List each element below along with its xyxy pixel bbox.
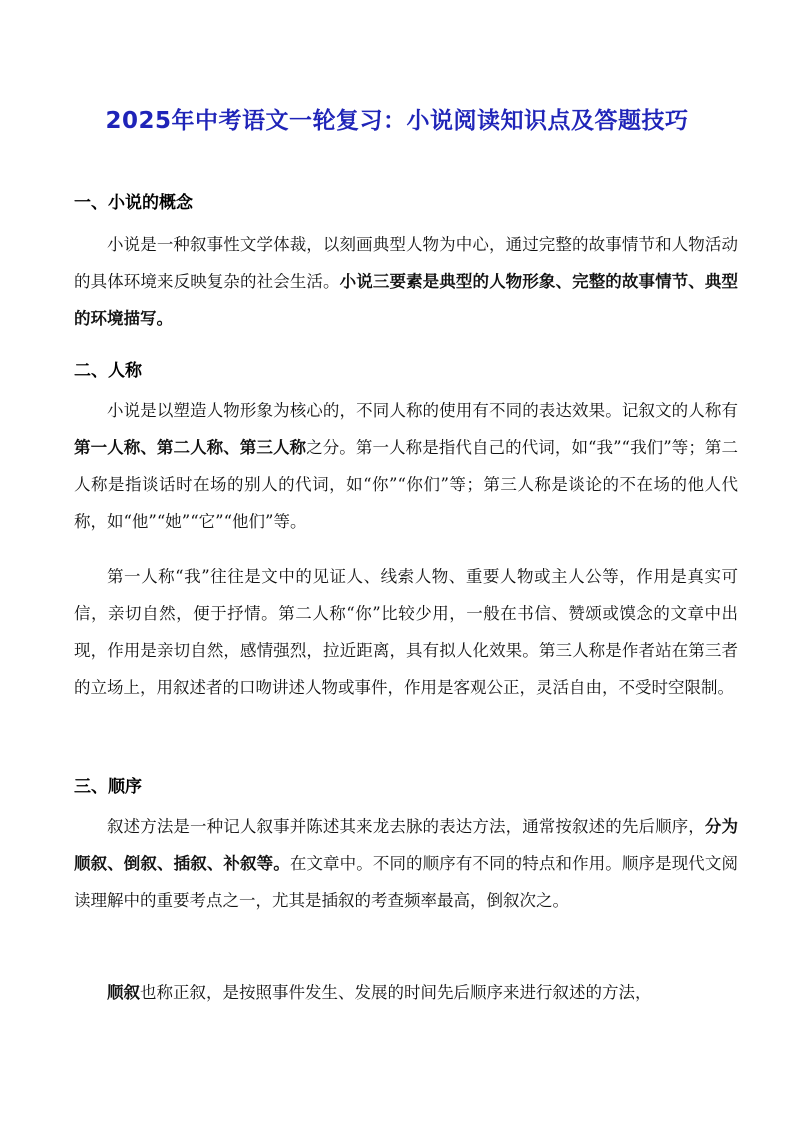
paragraph-text: 叙述方法是一种记人叙事并陈述其来龙去脉的表达方法，通常按叙述的先后顺序， bbox=[107, 817, 705, 836]
paragraph-order-2 bbox=[74, 974, 738, 1011]
paragraph-text: 在文章中。不同的顺序有不同的特点和作用。顺序是现代文阅读理解中的重要考点之一，尤其是插叙的考查频率最高，倒叙次之。 bbox=[74, 854, 739, 910]
section-heading-order: 三、顺序 bbox=[74, 777, 142, 797]
paragraph-text: 小说是以塑造人物形象为核心的，不同人称的使用有不同的表达效果。记叙文的人称有 bbox=[107, 401, 738, 420]
paragraph-bold-text: 第一人称、第二人称、第三人称 bbox=[74, 438, 307, 457]
paragraph-text: 之分。第一人称是指代自己的代词，如“我”“我们”等；第二人称是指谈话时在场的别人的代词，如“你”“你们”等；第三人称是谈论的不在场的他人代称，如“他”“她”“它”“他们”等。 bbox=[74, 438, 738, 531]
paragraph-order-1 bbox=[74, 808, 738, 919]
paragraph-person-1 bbox=[74, 392, 738, 540]
paragraph-text: 第一人称“我”往往是文中的见证人、线索人物、重要人物或主人公等，作用是真实可信，亲切自然，便于抒情。第二人称“你”比较少用，一般在书信、赞颂或馍念的文章中出现，作用是亲切自然，感情强烈，拉近距离，具有拟人化效果。第三人称是作者站在第三者的立场上，用叙述者的口吻讲述人物或事件，作用是客观公正，灵活自由，不受时空限制。 bbox=[74, 567, 738, 697]
section-heading-concept: 一、小说的概念 bbox=[74, 193, 193, 213]
paragraph-text: 也称正叙，是按照事件发生、发展的时间先后顺序来进行叙述的方法， bbox=[140, 983, 652, 1002]
paragraph-bold-text: 顺叙 bbox=[107, 983, 140, 1002]
paragraph-bold-text: 分为顺叙、倒叙、插叙、补叙等。 bbox=[74, 817, 739, 873]
paragraph-concept bbox=[74, 226, 738, 337]
paragraph-text: 小说是一种叙事性文学体裁，以刻画典型人物为中心，通过完整的故事情节和人物活动的具体环境来反映复杂的社会生活。 bbox=[74, 235, 738, 291]
document-title: 2025年中考语文一轮复习：小说阅读知识点及答题技巧 bbox=[105, 108, 689, 134]
section-heading-person: 二、人称 bbox=[74, 361, 142, 381]
paragraph-bold-text: 小说三要素是典型的人物形象、完整的故事情节、典型的环境描写。 bbox=[74, 272, 739, 328]
paragraph-person-2 bbox=[74, 558, 738, 706]
